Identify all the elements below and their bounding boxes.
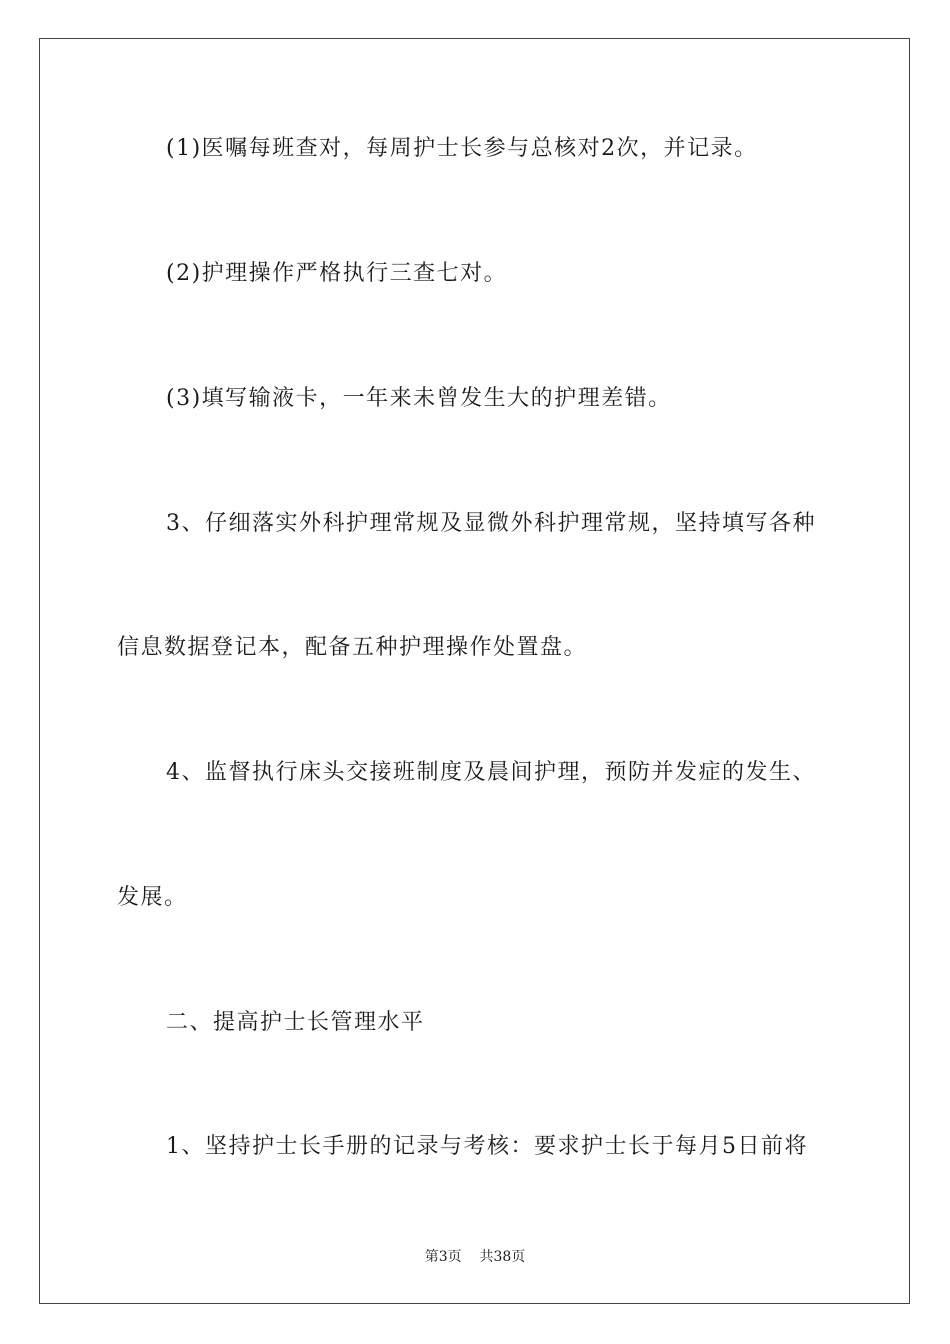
paragraph-2: (2)护理操作严格执行三查七对。 <box>166 261 508 286</box>
page-number-footer: 第3页 共38页 <box>424 1249 526 1265</box>
paragraph-4-continued: 信息数据登记本，配备五种护理操作处置盘。 <box>117 635 588 660</box>
paragraph-5: 4、监督执行床头交接班制度及晨间护理，预防并发症的发生、 <box>166 760 816 785</box>
page-border <box>39 38 910 1304</box>
paragraph-5-continued: 发展。 <box>117 885 188 910</box>
paragraph-3: (3)填写输液卡，一年来未曾发生大的护理差错。 <box>166 386 672 411</box>
section-heading: 二、提高护士长管理水平 <box>166 1010 425 1035</box>
paragraph-1: (1)医嘱每班查对，每周护士长参与总核对2次，并记录。 <box>166 136 758 161</box>
paragraph-4: 3、仔细落实外科护理常规及显微外科护理常规，坚持填写各种 <box>166 511 816 536</box>
paragraph-6: 1、坚持护士长手册的记录与考核：要求护士长于每月5日前将 <box>166 1134 808 1159</box>
